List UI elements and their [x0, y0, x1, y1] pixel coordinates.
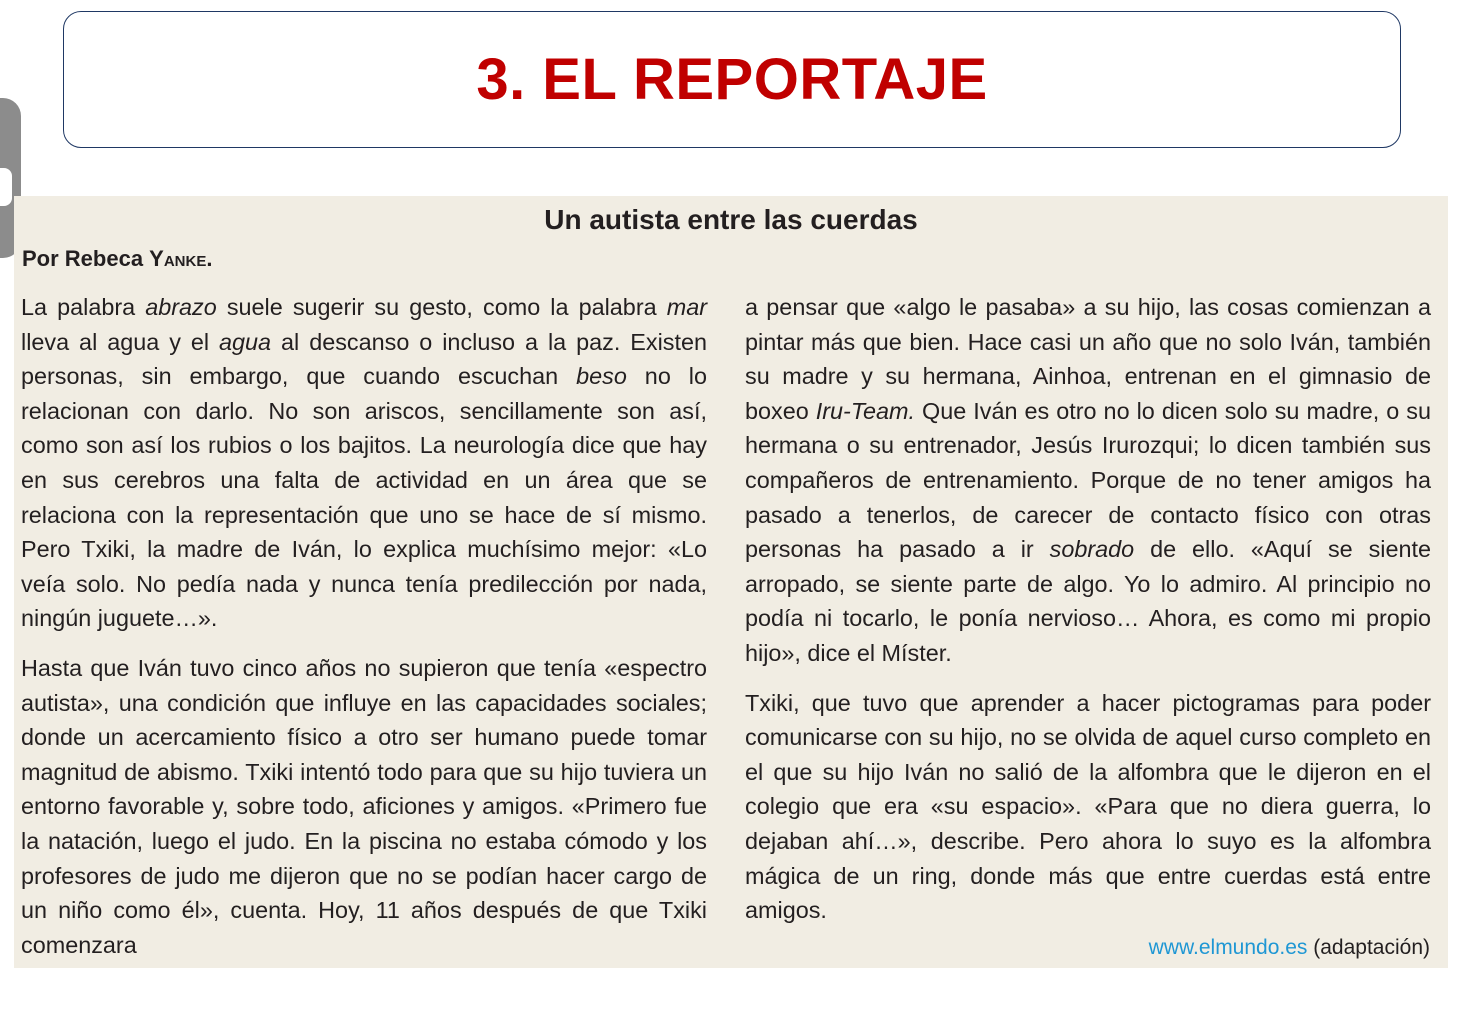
article-panel — [14, 196, 1448, 968]
byline-prefix: Por Rebeca — [22, 246, 150, 271]
article-column-right — [745, 290, 1431, 943]
article-paragraph — [745, 686, 1431, 928]
paragraph-text: lleva al agua y el — [21, 328, 220, 355]
paragraph-text: de ello. «Aquí se siente arropado, se siente parte de algo. Yo lo admiro. Al principio no podía ni tocarlo, le ponía nervioso… Ahora, es como mi propio hijo», dice el Míster. — [745, 536, 1432, 666]
italic-term: agua — [219, 328, 272, 355]
italic-term: abrazo — [145, 294, 217, 320]
article-paragraph — [745, 290, 1431, 671]
paragraph-text: no lo relacionan con darlo. No son ariscos, sencillamente son así, como son así los rubios o los bajitos. La neurología dice que hay en sus cerebros una falta de actividad en un área que se relaciona con la representación que uno se hace de sí mismo. Pero Txiki, la madre de Iván, lo explica muchísimo mejor: «Lo veía solo. No pedía nada y nunca tenía predilección por nada, ningún juguete…». — [21, 363, 707, 632]
italic-term: mar — [666, 294, 707, 320]
paragraph-text: Que Iván es otro no lo dicen solo su madre, o su hermana o su entrenador, Jesús Irurozqui; lo dicen también sus compañeros de entrenamiento. Porque de no tener amigos ha pasado a tenerlos, de carecer de contacto físico con otras personas ha pasado a ir — [745, 397, 1432, 563]
article-paragraph — [21, 290, 707, 636]
paragraph-text: al descanso o incluso a la paz. Existen personas, sin embargo, que cuando escuchan — [21, 328, 707, 390]
italic-term: sobrado — [1049, 536, 1135, 563]
italic-term: beso — [576, 363, 627, 390]
article-headline: Un autista entre las cuerdas — [544, 204, 918, 235]
source-link[interactable]: www.elmundo.es — [1148, 936, 1308, 959]
article-paragraph — [21, 651, 707, 962]
italic-term: Iru-Team. — [815, 397, 915, 424]
paragraph-text: a pensar que «algo le pasaba» a su hijo, las cosas comienzan a pintar más que bien. Hace casi un año que no solo Iván, también su madre y su hermana, Ainhoa, entrenan en el gimnasio de boxeo — [745, 294, 1431, 424]
page-title: 3. EL REPORTAJE — [476, 47, 988, 112]
title-box — [63, 11, 1401, 148]
article-column-left — [21, 290, 707, 977]
byline-suffix: . — [206, 246, 213, 271]
byline-author: Yanke — [149, 246, 207, 271]
side-tab-notch — [0, 168, 12, 206]
source-note: (adaptación) — [1307, 936, 1430, 959]
article-byline — [22, 246, 212, 272]
paragraph-text: suele sugerir su gesto, como la palabra — [216, 294, 667, 320]
paragraph-text: La palabra — [21, 294, 146, 320]
article-source — [1149, 936, 1430, 960]
paragraph-text: Hasta que Iván tuvo cinco años no supieron que tenía «espectro autista», una condición que influye en las capacidades sociales; donde un acercamiento físico a otro ser humano puede tomar magnitud de abismo. Txiki intentó todo para que su hijo tuviera un entorno favorable y, sobre todo, aficiones y amigos. «Primero fue la natación, luego el judo. En la piscina no estaba cómodo y los profesores de judo me dijeron que no se podían hacer cargo de un niño como él», cuenta. Hoy, 11 años después de que Txiki comenzara — [21, 654, 707, 958]
paragraph-text: Txiki, que tuvo que aprender a hacer pictogramas para poder comunicarse con su hijo, no se olvida de aquel curso completo en el que su hijo Iván no salió de la alfombra que le dijeron en el colegio que era «su espacio». «Para que no diera guerra, lo dejaban ahí…», describe. Pero ahora lo suyo es la alfombra mágica de un ring, donde más que entre cuerdas está entre amigos. — [745, 689, 1431, 924]
